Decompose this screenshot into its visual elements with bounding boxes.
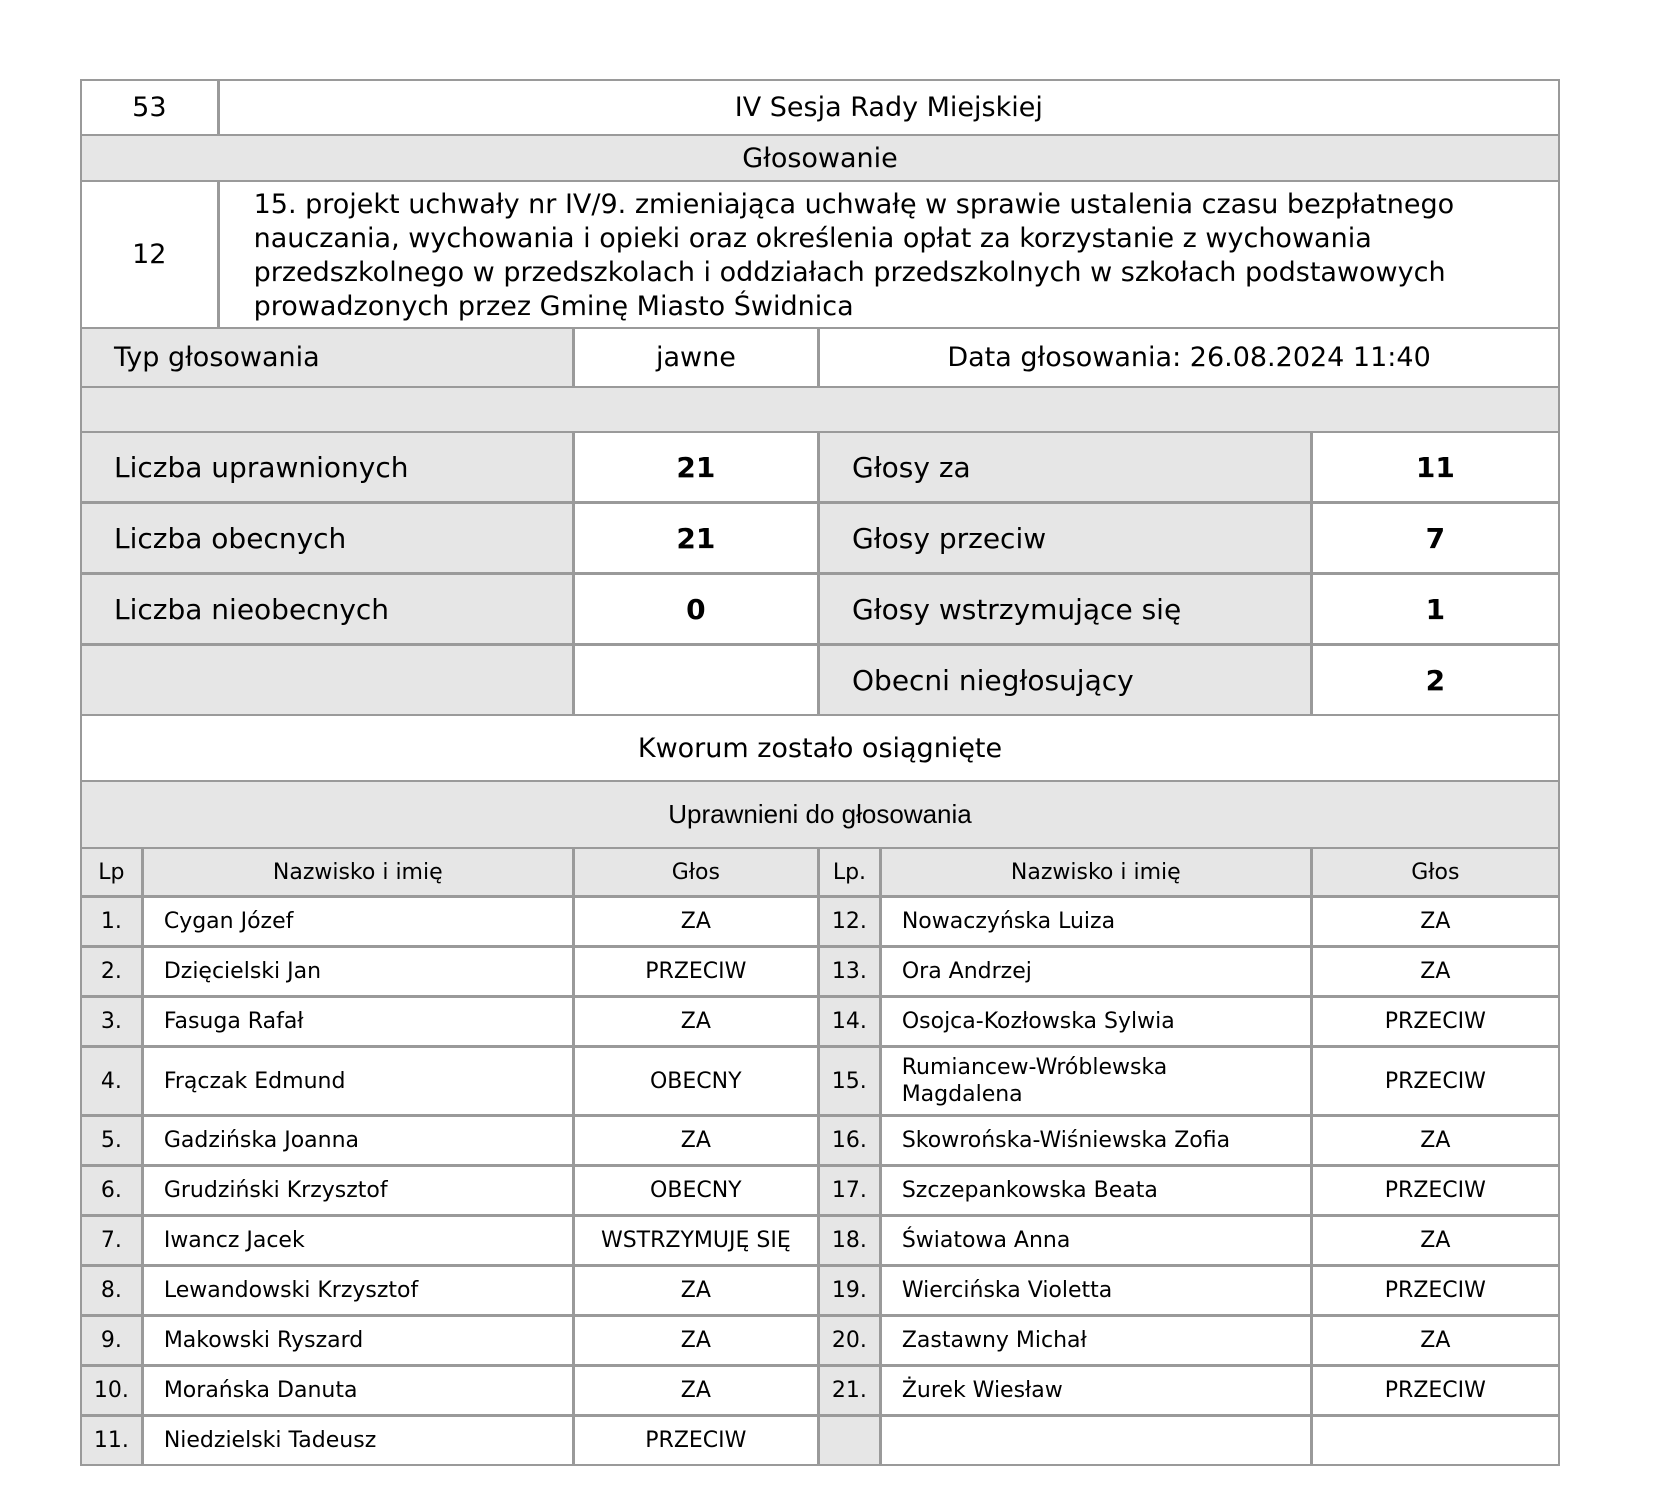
description-line: nauczania, wychowania i opieki oraz określenia opłat za korzystanie z wychowania <box>253 223 1372 254</box>
vote-type-label: Typ głosowania <box>82 329 575 386</box>
row-name-left: Cygan Józef <box>144 898 575 945</box>
row-vote-right: PRZECIW <box>1384 1009 1486 1034</box>
voters-column-header <box>82 849 1558 898</box>
description-line: prowadzonych przez Gminę Miasto Świdnica <box>253 291 854 322</box>
row-vote-left: OBECNY <box>575 1048 820 1114</box>
row-vote-left: OBECNY <box>575 1167 820 1214</box>
table-row <box>82 948 1558 998</box>
row-name-right: Wiercińska Violetta <box>882 1267 1313 1314</box>
session-header <box>80 79 1560 136</box>
stat-left-value: 0 <box>575 575 820 643</box>
row-name-right: Skowrońska-Wiśniewska Zofia <box>882 1117 1313 1164</box>
row-lp-left: 6. <box>82 1167 144 1214</box>
voters-header-row <box>80 782 1560 849</box>
row-lp-left: 7. <box>82 1217 144 1264</box>
table-row <box>82 1217 1558 1267</box>
row-name-left: Lewandowski Krzysztof <box>144 1267 575 1314</box>
row-name-right: Rumiancew-Wróblewska Magdalena <box>882 1048 1313 1114</box>
table-row <box>82 1048 1558 1117</box>
row-name-left: Iwancz Jacek <box>144 1217 575 1264</box>
stat-left-label: Liczba uprawnionych <box>82 433 575 501</box>
row-name-left: Gadzińska Joanna <box>144 1117 575 1164</box>
row-lp-left: 5. <box>82 1117 144 1164</box>
vote-info-row <box>80 329 1560 388</box>
row-vote-left: WSTRZYMUJĘ SIĘ <box>575 1217 820 1264</box>
col-vote-left: Głos <box>575 849 820 895</box>
row-lp-left: 4. <box>82 1048 144 1114</box>
table-row <box>82 898 1558 948</box>
stat-left-label: Liczba obecnych <box>82 504 575 572</box>
stat-left-value <box>575 646 820 714</box>
row-vote-left: ZA <box>575 1117 820 1164</box>
row-name-right: Zastawny Michał <box>882 1317 1313 1364</box>
row-name-right: Nowaczyńska Luiza <box>882 898 1313 945</box>
row-lp-left: 9. <box>82 1317 144 1364</box>
row-name-left: Morańska Danuta <box>144 1367 575 1414</box>
row-name-left: Fasuga Rafał <box>144 998 575 1045</box>
row-vote-right: ZA <box>1420 1328 1451 1353</box>
stats-table <box>80 433 1560 716</box>
row-vote-left: PRZECIW <box>575 948 820 995</box>
row-name-right: Osojca-Kozłowska Sylwia <box>882 998 1313 1045</box>
stat-right-label: Głosy przeciw <box>820 504 1313 572</box>
spacer-row <box>80 388 1560 433</box>
col-lp-left: Lp <box>82 849 144 895</box>
stat-left-value: 21 <box>575 504 820 572</box>
row-name-right: Światowa Anna <box>882 1217 1313 1264</box>
table-row <box>82 1317 1558 1367</box>
voting-sheet <box>80 79 1560 1466</box>
quorum-row <box>80 716 1560 782</box>
section-title: Głosowanie <box>742 142 898 174</box>
agenda-item <box>80 182 1560 329</box>
stat-left-value: 21 <box>575 433 820 501</box>
stats-row <box>82 646 1558 714</box>
row-lp-left: 1. <box>82 898 144 945</box>
quorum-status: Kworum zostało osiągnięte <box>637 732 1003 764</box>
row-vote-left: ZA <box>575 1267 820 1314</box>
row-lp-right: 12. <box>820 898 882 945</box>
stat-right-value: 2 <box>1425 663 1446 697</box>
row-lp-right: 17. <box>820 1167 882 1214</box>
row-vote-left: ZA <box>575 898 820 945</box>
row-lp-right: 15. <box>820 1048 882 1114</box>
stats-row <box>82 433 1558 504</box>
row-lp-right: 14. <box>820 998 882 1045</box>
session-number: 53 <box>82 81 220 134</box>
agenda-item-description <box>220 182 1558 327</box>
voters-header: Uprawnieni do głosowania <box>668 799 972 829</box>
row-name-right <box>882 1417 1313 1464</box>
stats-row <box>82 575 1558 646</box>
stat-right-label: Głosy za <box>820 433 1313 501</box>
row-name-right: Żurek Wiesław <box>882 1367 1313 1414</box>
row-vote-left: ZA <box>575 1317 820 1364</box>
row-name-left: Grudziński Krzysztof <box>144 1167 575 1214</box>
row-vote-right: ZA <box>1420 959 1451 984</box>
col-lp-right: Lp. <box>820 849 882 895</box>
col-vote-right: Głos <box>1411 859 1460 885</box>
stats-row <box>82 504 1558 575</box>
row-lp-right: 13. <box>820 948 882 995</box>
col-name-right: Nazwisko i imię <box>882 849 1313 895</box>
voters-table <box>80 849 1560 1466</box>
stat-right-value: 7 <box>1425 521 1446 555</box>
row-lp-right: 18. <box>820 1217 882 1264</box>
table-row <box>82 1417 1558 1464</box>
row-lp-right <box>820 1417 882 1464</box>
row-vote-right: PRZECIW <box>1384 1068 1486 1094</box>
row-name-right: Szczepankowska Beata <box>882 1167 1313 1214</box>
row-name-right: Ora Andrzej <box>882 948 1313 995</box>
row-name-left: Niedzielski Tadeusz <box>144 1417 575 1464</box>
row-vote-right: PRZECIW <box>1384 1278 1486 1303</box>
stat-right-value: 11 <box>1415 450 1455 484</box>
row-vote-left: PRZECIW <box>575 1417 820 1464</box>
section-header <box>80 136 1560 182</box>
table-row <box>82 1167 1558 1217</box>
row-lp-right: 16. <box>820 1117 882 1164</box>
row-vote-left: ZA <box>575 998 820 1045</box>
stat-right-value: 1 <box>1425 592 1446 626</box>
row-vote-right: ZA <box>1420 909 1451 934</box>
row-name-left: Dzięcielski Jan <box>144 948 575 995</box>
row-lp-left: 8. <box>82 1267 144 1314</box>
row-vote-right <box>1313 1417 1558 1464</box>
stat-right-label: Głosy wstrzymujące się <box>820 575 1313 643</box>
row-lp-right: 21. <box>820 1367 882 1414</box>
stat-left-label <box>82 646 575 714</box>
agenda-item-number: 12 <box>82 182 220 327</box>
stat-right-label: Obecni niegłosujący <box>820 646 1313 714</box>
table-row <box>82 998 1558 1048</box>
row-lp-left: 3. <box>82 998 144 1045</box>
row-lp-left: 2. <box>82 948 144 995</box>
col-name-left: Nazwisko i imię <box>144 849 575 895</box>
row-lp-left: 11. <box>82 1417 144 1464</box>
stat-left-label: Liczba nieobecnych <box>82 575 575 643</box>
table-row <box>82 1117 1558 1167</box>
table-row <box>82 1367 1558 1417</box>
row-vote-right: PRZECIW <box>1384 1378 1486 1403</box>
session-title: IV Sesja Rady Miejskiej <box>734 92 1043 123</box>
row-vote-right: ZA <box>1420 1228 1451 1253</box>
description-line: przedszkolnego w przedszkolach i oddziałach przedszkolnych w szkołach podstawowych <box>253 257 1446 288</box>
vote-type-value: jawne <box>575 329 820 386</box>
row-vote-right: ZA <box>1420 1128 1451 1153</box>
row-lp-right: 20. <box>820 1317 882 1364</box>
table-row <box>82 1267 1558 1317</box>
vote-date: Data głosowania: 26.08.2024 11:40 <box>947 342 1431 373</box>
row-lp-right: 19. <box>820 1267 882 1314</box>
row-lp-left: 10. <box>82 1367 144 1414</box>
row-name-left: Frączak Edmund <box>144 1048 575 1114</box>
description-line: 15. projekt uchwały nr IV/9. zmieniająca uchwałę w sprawie ustalenia czasu bezpłatnego <box>253 189 1455 220</box>
row-vote-right: PRZECIW <box>1384 1178 1486 1203</box>
row-vote-left: ZA <box>575 1367 820 1414</box>
row-name-left: Makowski Ryszard <box>144 1317 575 1364</box>
